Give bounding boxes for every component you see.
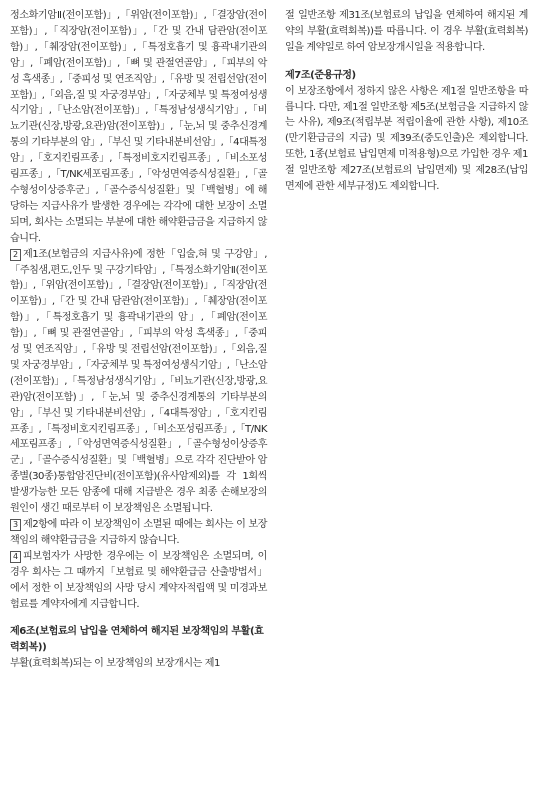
clause-4 [10,549,267,613]
article-6-text: 부활(효력회복)되는 이 보장책임의 보장개시는 제1 [10,658,220,670]
clause-3-text: 제2항에 따라 이 보장책임이 소멸된 때에는 회사는 이 보장책임의 해약환급금을 지급하지 않습니다. [10,519,267,546]
section-gap [285,56,528,68]
clause-number-box: 3 [10,519,21,531]
clause-2-text: 제1조(보험금의 지급사유)에 정한「입술,혀 및 구강암」,「주침샘,편도,인두 및 구강기타암」,「특정소화기암Ⅱ(전이포함)」,「위암(전이포함)」,「결장암(전이포함)」,「직장암(전이포함)」,「간 및 간내 담관암(전이포함)」,「췌장암(전이포함)」,「특정호흡기 및 흉곽내기관의 암」,「폐암(전이포함)」,「뼈 및 관절연골암」,「피부의 악성 흑색종」,「중피성 및 연조직암」,「유방 및 전립선암(전이포함)」,「외음,질 및 자궁경부암」,「자궁체부 및 특정여성생식기암」,「난소암(전이포함)」,「특정남성생식기암」,「비뇨기관(신장,방광,요관)암(전이포함)」,「눈,뇌 및 중추신경계통의 기타부분의 암」,「부신 및 기타내분비선암」,「4대특정암」,「호지킨림프종」,「특정비호지킨림프종」,「비소포성림프종」,「T/NK세포림프종」,「악성면역증식성질환」,「골수형성이상증후군」,「골수증식성질환」및「백혈병」으로 각각 진단받아 암종별(30종)통합암진단비(전이포함)(유사암제외)를 각 1회씩 발생가능한 모든 암종에 대해 지급받은 경우 최종 손해보장의 원인이 생긴 때로부터 이 보장책임은 소멸됩니다. [10,248,267,515]
clause-number-box: 4 [10,551,21,563]
article-7-heading: 제7조(준용규정) [285,69,356,81]
clause-4-text: 피보험자가 사망한 경우에는 이 보장책임은 소멸되며, 이 경우 회사는 그 때까지「보험료 및 해약환급금 산출방법서」에서 정한 이 보장책임의 사망 당시 계약자적립액 및 미경과보험료를 계약자에게 지급합니다. [10,550,267,610]
article-6-heading: 제6조(보험료의 납입을 연체하여 해지된 보장책임의 부활(효력회복)) [10,626,264,654]
left-column [10,8,267,672]
right-column [285,8,528,195]
clause-number-box: 2 [10,249,21,261]
clause-3 [10,517,267,549]
cancer-list-paragraph: 정소화기암Ⅱ(전이포함)」,「위암(전이포함)」,「결장암(전이포함)」,「직장암(전이포함)」,「간 및 간내 담관암(전이포함)」,「췌장암(전이포함)」,「특정호흡기 및 흉곽내기관의 암」,「폐암(전이포함)」,「뼈 및 관절연골암」,「피부의 악성 흑색종」,「중피성 및 연조직암」,「유방 및 전립선암(전이포함)」,「외음,질 및 자궁경부암」,「자궁체부 및 특정여성생식기암」,「난소암(전이포함)」,「특정남성생식기암」,「비뇨기관(신장,방광,요관)암(전이포함)」,「눈,뇌 및 중추신경계통의 기타부분의 암」,「부신 및 기타내분비선암」,「4대특정암」,「호지킨림프종」,「특정비호지킨림프종」,「비소포성림프종」,「T/NK세포림프종」,「악성면역증식성질환」,「골수형성이상증후군」,「골수증식성질환」및「백혈병」에 해당하는 지급사유가 발생한 경우에는 각각에 대한 보장이 소멸되며, 회사는 소멸되는 부분에 대한 해약환급금을 지급하지 않습니다. [10,10,267,244]
article-6-continued: 절 일반조항 제31조(보험료의 납입을 연체하여 해지된 계약의 부활(효력회복))를 따릅니다. 이 경우 부활(효력회복)일을 계약일로 하여 암보장개시일을 적용합니다. [285,10,528,53]
article-7-text: 이 보장조항에서 정하지 않은 사항은 제1절 일반조항을 따릅니다. 다만, 제1절 일반조항 제5조(보험금을 지급하지 않는 사유), 제9조(적립부분 적립이율에 관한 사항), 제10조(만기환급금의 지급) 및 제39조(중도인출)은 제외합니다. 또한, 1종(보험료 납입면제 미적용형)으로 가입한 경우 제1절 일반조항 제27조(보험료의 납입면제) 및 제28조(납입면제에 관한 세부규정)도 제외합니다. [285,85,528,193]
clause-2 [10,247,267,517]
section-gap [10,612,267,624]
